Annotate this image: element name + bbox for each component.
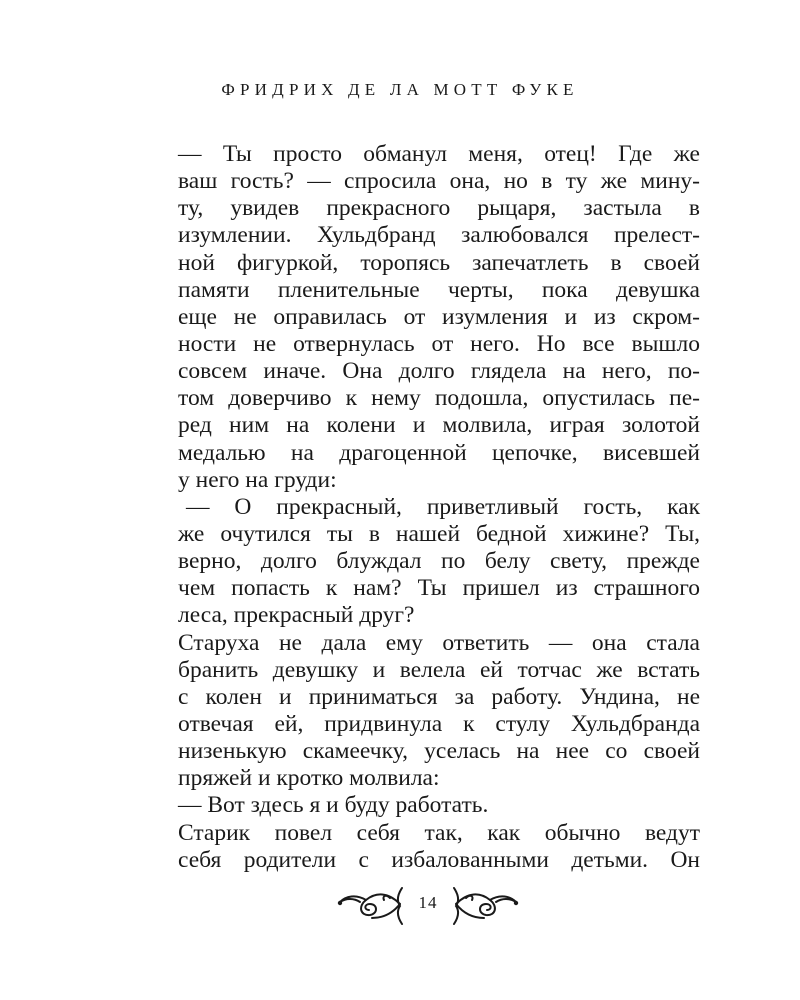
page-number: 14 — [418, 893, 438, 912]
text-line-11: ред ним на колени и молвила, играя золотой — [178, 412, 700, 439]
text-line-2: ваш гость? — спросила она, но в ту же мину- — [178, 168, 700, 195]
text-line-21: с колен и приниматься за работу. Ундина, не — [178, 683, 700, 710]
text-line-23: низенькую скамеечку, уселась на нее со своей — [178, 738, 700, 765]
text-line-10: том доверчиво к нему подошла, опустилась пе- — [178, 385, 700, 412]
running-header: ФРИДРИХ ДЕ ЛА МОТТ ФУКЕ — [221, 80, 579, 99]
text-line-18: леса, прекрасный друг? — [178, 602, 415, 629]
text-line-7: еще не оправилась от изумления и из скром- — [178, 303, 700, 330]
text-line-16: верно, долго блуждал по белу свету, прежде — [178, 548, 700, 575]
text-line-19: Старуха не дала ему ответить — она стала — [178, 629, 700, 656]
text-line-8: ности не отвернулась от него. Но все вышло — [178, 330, 700, 357]
text-line-13: у него на груди: — [178, 466, 337, 493]
text-line-24: пряжей и кротко молвила: — [178, 765, 440, 792]
text-line-6: памяти пленительные черты, пока девушка — [178, 276, 700, 303]
text-line-20: бранить девушку и велела ей тотчас же встать — [178, 656, 700, 683]
text-line-9: совсем иначе. Она долго глядела на него, по- — [178, 358, 700, 385]
text-line-25: — Вот здесь я и буду работать. — [178, 792, 489, 819]
text-line-1: — Ты просто обманул меня, отец! Где же — [178, 141, 700, 167]
text-line-26: Старик повел себя так, как обычно ведут — [178, 819, 700, 846]
body-text — [178, 141, 700, 874]
text-line-27: себя родители с избалованными детьми. Он — [178, 846, 700, 873]
text-line-14: — О прекрасный, приветливый гость, как — [186, 493, 700, 520]
text-line-15: же очутился ты в нашей бедной хижине? Ты, — [178, 520, 700, 547]
text-line-3: ту, увидев прекрасного рыцаря, застыла в — [178, 195, 700, 222]
text-line-17: чем попасть к нам? Ты пришел из страшного — [178, 575, 700, 602]
text-line-4: изумлении. Хульдбранд залюбовался прелест- — [178, 222, 700, 249]
text-line-22: отвечая ей, придвинула к стулу Хульдбранда — [178, 710, 700, 737]
text-line-12: медалью на драгоценной цепочке, висевшей — [178, 439, 700, 466]
text-line-5: ной фигуркой, торопясь запечатлеть в своей — [178, 249, 700, 276]
page-footer — [336, 878, 520, 930]
